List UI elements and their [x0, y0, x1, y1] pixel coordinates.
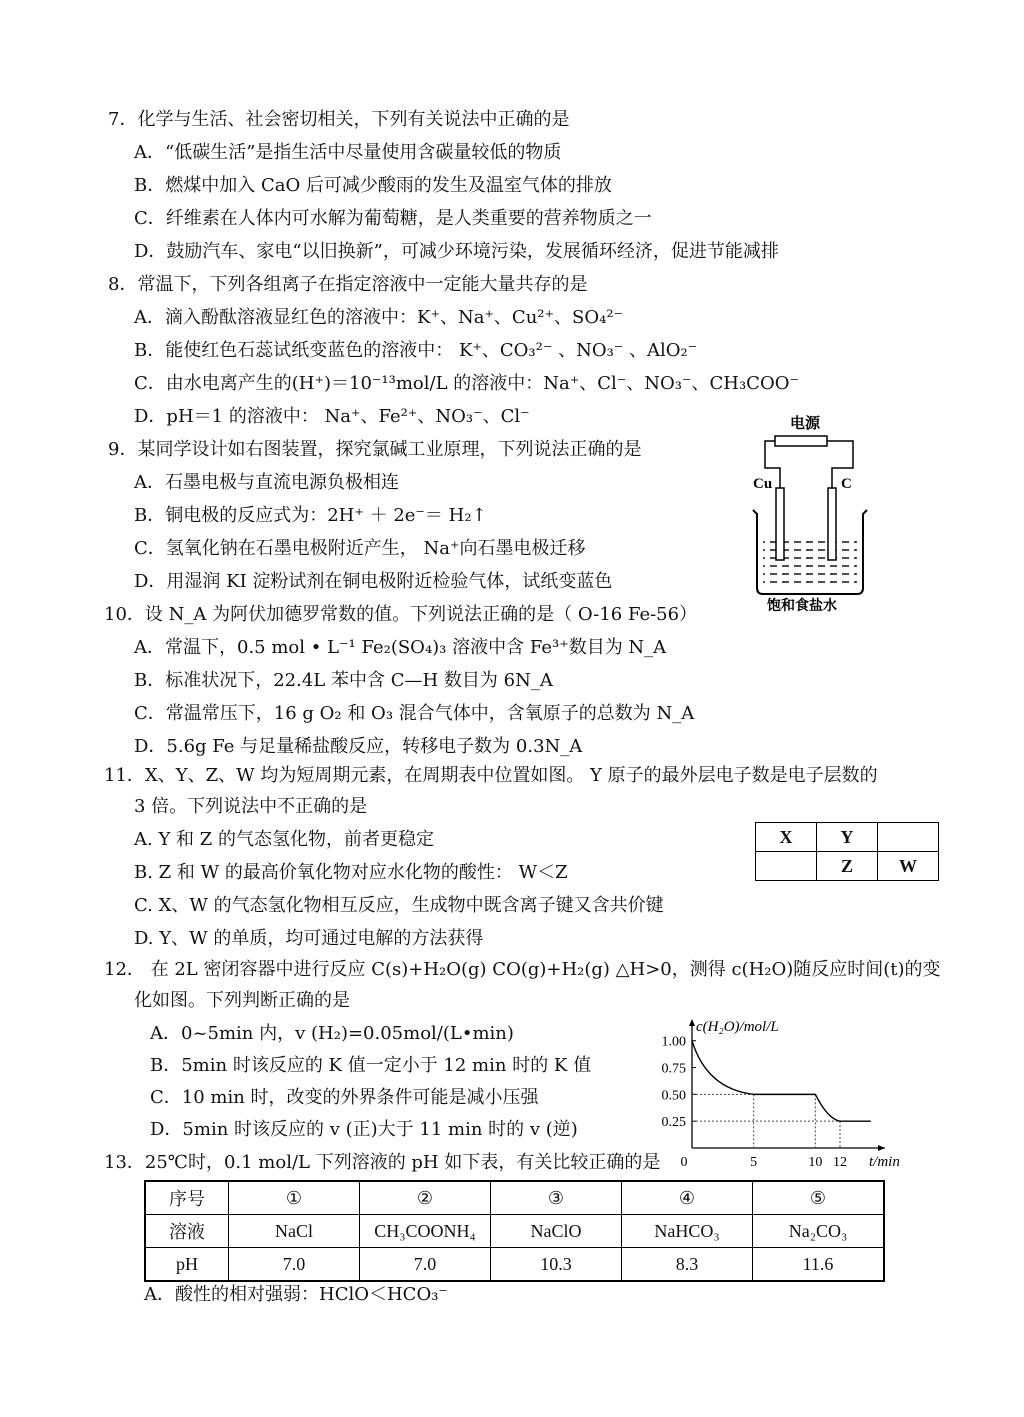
table-cell: ④: [622, 1181, 753, 1215]
q10-option-b: B．标准状况下，22.4L 苯中含 C—H 数目为 6N_A: [134, 670, 553, 691]
q9-stem: 9．某同学设计如右图装置，探究氯碱工业原理，下列说法正确的是: [108, 439, 642, 460]
y-tick-label: 0.25: [661, 1115, 686, 1131]
table-cell: ⑤: [753, 1181, 885, 1215]
table-cell: 8.3: [622, 1248, 753, 1282]
q11-stem-line1: 11．X、Y、Z、W 均为短周期元素，在周期表中位置如图。 Y 原子的最外层电子数是电子层数的: [104, 765, 878, 786]
q8-option-c: C．由水电离产生的(H⁺)＝10⁻¹³mol/L 的溶液中：Na⁺、Cl⁻、NO₃⁻、CH₃COO⁻: [134, 373, 799, 394]
table-cell: 溶液: [145, 1215, 229, 1248]
q13-option-a: A．酸性的相对强弱：HClO＜HCO₃⁻: [144, 1284, 448, 1305]
q8-option-d: D．pH＝1 的溶液中： Na⁺、Fe²⁺、NO₃⁻、Cl⁻: [134, 406, 530, 427]
q7-option-b: B．燃煤中加入 CaO 后可减少酸雨的发生及温室气体的排放: [134, 175, 612, 196]
table-cell: NaCl: [229, 1215, 360, 1248]
table-cell: 序号: [145, 1181, 229, 1215]
table-cell: NaHCO₃: [622, 1215, 753, 1248]
x-axis-label: t/min: [869, 1154, 900, 1170]
q10-stem: 10．设 N_A 为阿伏加德罗常数的值。下列说法正确的是（ O-16 Fe-56）: [104, 604, 698, 625]
y-tick-label: 0.50: [661, 1088, 686, 1104]
power-label: 电源: [790, 416, 821, 432]
q10-option-a: A．常温下，0.5 mol • L⁻¹ Fe₂(SO₄)₃ 溶液中含 Fe³⁺数目为 N_A: [134, 637, 667, 658]
q9-option-b: B．铜电极的反应式为：2H⁺ ＋ 2e⁻＝ H₂↑: [134, 505, 487, 526]
q12-option-a: A．0~5min 内，v (H₂)=0.05mol/(L•min): [150, 1023, 514, 1044]
ph-table: [144, 1180, 885, 1282]
graphite-electrode: [828, 488, 836, 560]
q8-option-b: B．能使红色石蕊试纸变蓝色的溶液中： K⁺、CO₃²⁻ 、NO₃⁻ 、AlO₂⁻: [134, 340, 698, 361]
table-cell: pH: [145, 1248, 229, 1282]
x-tick-label: 10: [808, 1155, 823, 1170]
cu-label: Cu: [753, 476, 773, 492]
q12-stem-line2: 化如图。下列判断正确的是: [134, 990, 350, 1011]
q9-option-a: A．石墨电极与直流电源负极相连: [134, 472, 399, 493]
table-cell: ①: [229, 1181, 360, 1215]
q8-option-a: A．滴入酚酞溶液显红色的溶液中：K⁺、Na⁺、Cu²⁺、SO₄²⁻: [134, 307, 624, 328]
q9-option-d: D．用湿润 KI 淀粉试剂在铜电极附近检验气体，试纸变蓝色: [134, 571, 613, 592]
y-tick-label: 1.00: [661, 1034, 686, 1050]
series-line: [692, 1041, 871, 1121]
cell-empty: [756, 852, 817, 881]
solution-label: 饱和食盐水: [767, 599, 837, 614]
periodic-table-fragment: [755, 822, 939, 881]
cell-empty: [878, 823, 939, 852]
q11-stem-line2: 3 倍。下列说法中不正确的是: [134, 796, 368, 817]
q13-stem: 13．25℃时，0.1 mol/L 下列溶液的 pH 如下表，有关比较正确的是: [104, 1152, 661, 1173]
y-axis-label: c(H₂O)/mol/L: [696, 1019, 779, 1035]
q9-option-c: C．氢氧化钠在石墨电极附近产生， Na⁺向石墨电极迁移: [134, 538, 586, 559]
q11-option-b: B. Z 和 W 的最高价氧化物对应水化物的酸性： W＜Z: [134, 862, 568, 883]
x-axis-arrow: [878, 1145, 885, 1151]
q7-option-c: C．纤维素在人体内可水解为葡萄糖，是人类重要的营养物质之一: [134, 208, 652, 229]
q10-option-d: D．5.6g Fe 与足量稀盐酸反应，转移电子数为 0.3N_A: [134, 736, 583, 757]
y-axis-arrow: [689, 1019, 695, 1026]
table-cell: NaClO: [491, 1215, 622, 1248]
q8-stem: 8．常温下，下列各组离子在指定溶液中一定能大量共存的是: [108, 274, 588, 295]
q11-option-c: C. X、W 的气态氢化物相互反应，生成物中既含离子键又含共价键: [134, 895, 664, 916]
q12-option-c: C．10 min 时，改变的外界条件可能是减小压强: [150, 1087, 539, 1108]
q10-option-c: C．常温常压下，16 g O₂ 和 O₃ 混合气体中，含氧原子的总数为 N_A: [134, 703, 695, 724]
table-cell: ③: [491, 1181, 622, 1215]
cell-w: W: [878, 852, 939, 881]
power-source: [775, 436, 827, 446]
q12-stem-line1: 12． 在 2L 密闭容器中进行反应 C(s)+H₂O(g) CO(g)+H₂(g) △H>0，测得 c(H₂O)随反应时间(t)的变: [104, 959, 941, 980]
q11-option-a: A. Y 和 Z 的气态氢化物，前者更稳定: [134, 829, 434, 850]
y-tick-label: 0.75: [661, 1061, 686, 1077]
x-tick-label: 12: [833, 1155, 847, 1170]
q11-option-d: D. Y、W 的单质，均可通过电解的方法获得: [134, 928, 484, 949]
table-cell: 11.6: [753, 1248, 885, 1282]
table-cell: CH₃COONH₄: [360, 1215, 491, 1248]
q7-stem: 7．化学与生活、社会密切相关，下列有关说法中正确的是: [108, 109, 570, 130]
q12-option-d: D．5min 时该反应的 v (正)大于 11 min 时的 v (逆): [150, 1119, 578, 1140]
q7-option-d: D．鼓励汽车、家电“以旧换新”，可减少环境污染，发展循环经济，促进节能减排: [134, 241, 779, 262]
x-tick-label: 5: [750, 1155, 758, 1170]
cell-y: Y: [817, 823, 878, 852]
table-cell: 10.3: [491, 1248, 622, 1282]
cu-electrode: [776, 488, 784, 560]
table-row: [145, 1181, 884, 1215]
table-row: [145, 1215, 884, 1248]
q12-option-b: B．5min 时该反应的 K 值一定小于 12 min 时的 K 值: [150, 1055, 592, 1076]
c-label: C: [841, 476, 852, 492]
table-row: [145, 1248, 884, 1282]
q7-option-a: A．“低碳生活”是指生活中尽量使用含碳量较低的物质: [134, 142, 562, 163]
cell-x: X: [756, 823, 817, 852]
table-cell: 7.0: [360, 1248, 491, 1282]
electrolysis-diagram: [745, 410, 875, 615]
x-tick-label: 0: [680, 1155, 688, 1170]
table-cell: 7.0: [229, 1248, 360, 1282]
concentration-chart: [650, 1015, 900, 1170]
cell-z: Z: [817, 852, 878, 881]
table-cell: ②: [360, 1181, 491, 1215]
table-cell: Na₂CO₃: [753, 1215, 885, 1248]
